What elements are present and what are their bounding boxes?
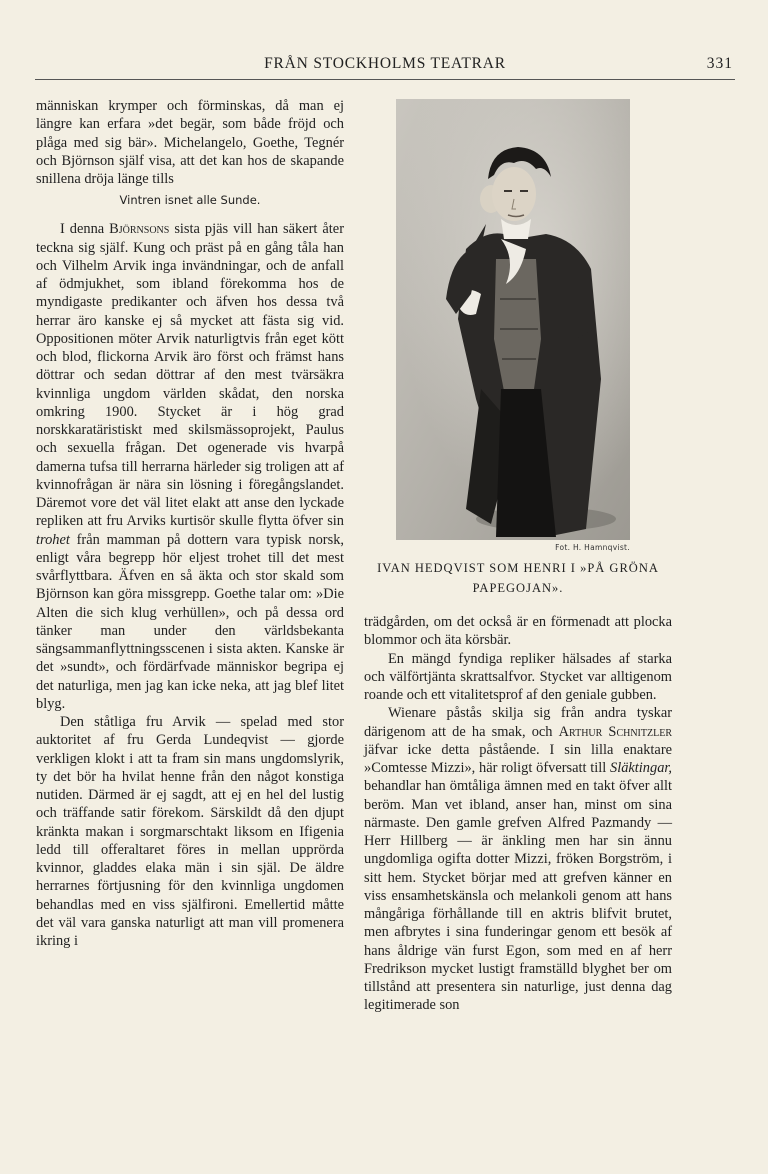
actor-portrait — [396, 99, 630, 540]
text-span: behandlar han ömtåliga ämnen med en takt öfver allt beröm. Man vet ibland, anser han, minst om sina närmaste. Den gamle grefven Alfred Pazmandy — Herr Hillberg — är änkling men har sin ännu ungdomliga ogifta dotter Mizzi, fröken Borgström, i sitt hem. Stycket börjar med att grefven känner en viss ensamhetskänsla och melankoli genom att hans mångåriga förhållande till en aktris blifvit brutet, men afbrytes i sina funderingar genom ett besök af hans åldrige vän furst Egon, som med en af herr Fredrikson mycket lustigt framställd blyghet ber om tillstånd att presentera sin naturlige, just denna dag legitimerade son — [364, 778, 672, 1014]
author-name: Arthur Schnitzler — [558, 723, 672, 740]
figure-caption: IVAN HEDQVIST SOM HENRI I »PÅ GRÖNA PAPEGOJAN». — [377, 561, 659, 595]
paragraph — [36, 220, 344, 713]
text-span: Wienare påstås skilja sig från andra tyskar därigenom att de ha smak, och — [364, 705, 672, 740]
page-number: 331 — [706, 55, 733, 72]
italic-word: trohet — [36, 531, 70, 548]
text-span: från mamman på dottern vara typisk norsk, enligt våra begrepp hör eljest trohet till det mest svårflyttbara. Äfven en så äkta och stor skald som Björnson kan göra missgrepp. Goethe talar om: »Die Alten die sich klug verhüllen», och på dessa ord tänker man under den världsbekanta sängsammanflyttningsscenen i sista akten. Kanske är det »sundt», och fördärfvade människor begripa ej det naturliga, men jag kan icke neka, att jag blef litet blyg. — [36, 531, 344, 712]
paragraph: En mängd fyndiga repliker hälsades af starka och välförtjänta skrattsalfvor. Stycket var alltigenom roande och ett vitalitetsprof af den geniale gubben. — [364, 650, 672, 703]
author-name: Björnsons — [109, 221, 170, 238]
right-column — [364, 613, 672, 1015]
paragraph: människan krymper och förminskas, då man ej längre kan erfara »det begär, som både fröjd och plåga med sig bär». Michelangelo, Goethe, Tegnér och Björnson själf visa, att det kan hos de skapande snillena dröja länge tills — [36, 98, 344, 187]
paragraph: Den ståtliga fru Arvik — spelad med stor auktoritet af fru Gerda Lundeqvist — gjorde verkligen klokt i att ta fram sin mans ungdomslyrik, ty det bör ha hvilat henne från den något konstiga nutiden. Därmed är ej sagdt, att ej en hel del lustig och träffande satir förekom. Särskildt då den djupt kränkta makan i sorgmarschtakt liksom en Ifigenia ledd till offeraltaret föres in mellan upprörda kvinnor, gladdes elaka män i sin själ. De äldre herrarnes förtjusning för den kvinnliga ungdomen behandlas med en viss själfironi. Emellertid måtte det väl vara ganska naturligt att man vill promenera ikring i — [36, 714, 344, 949]
verse-quote: Vintren isnet alle Sunde. — [119, 193, 261, 208]
page-header — [35, 53, 735, 80]
left-column — [36, 97, 344, 950]
text-span: sista pjäs vill han säkert åter teckna sig själf. Kung och präst på en gång tåla han och Vilhelm Arvik inga invändningar, och de anfall af ödmjukhet, som ibland förekomma hos de myndigaste predikanter och äfven hos dessa två herrar äro kanske ej så mycket att fästa sig vid. Oppositionen möter Arvik naturligtvis från eget kött och blod, flickorna Arvik äro först och främst hans döttrar och sedan döttrar af den mest tvärsäkra kvinnliga ungdom världen skådat, den norska omkring 1900. Stycket är i hög grad norskkaratäristiskt med skilsmässoprojekt, Paulus och sexuella frågan. Det ogenerade vis hvarpå damerna tufsa till herrarna härleder sig troligen att af kvinnofrågan är nära sin lösning i föregångslandet. Däremot vore det väl litet elakt att anse den lyckade repliken att fru Arviks kurtisör skulle flytta öfver sin — [36, 221, 344, 530]
running-title: FRÅN STOCKHOLMS TEATRAR — [264, 55, 506, 72]
photograph — [396, 99, 630, 540]
text-span: I denna — [60, 221, 110, 238]
paragraph — [364, 704, 672, 1014]
text-span: jäfvar icke detta påstående. I sin lilla enaktare »Comtesse Mizzi», här roligt öfversatt till — [364, 741, 672, 776]
italic-title: Släktingar, — [610, 760, 672, 776]
photo-credit: Fot. H. Hamnqvist. — [555, 543, 630, 552]
paragraph: trädgården, om det också är en förmenadt att plocka blommor och äta körsbär. — [364, 614, 672, 649]
